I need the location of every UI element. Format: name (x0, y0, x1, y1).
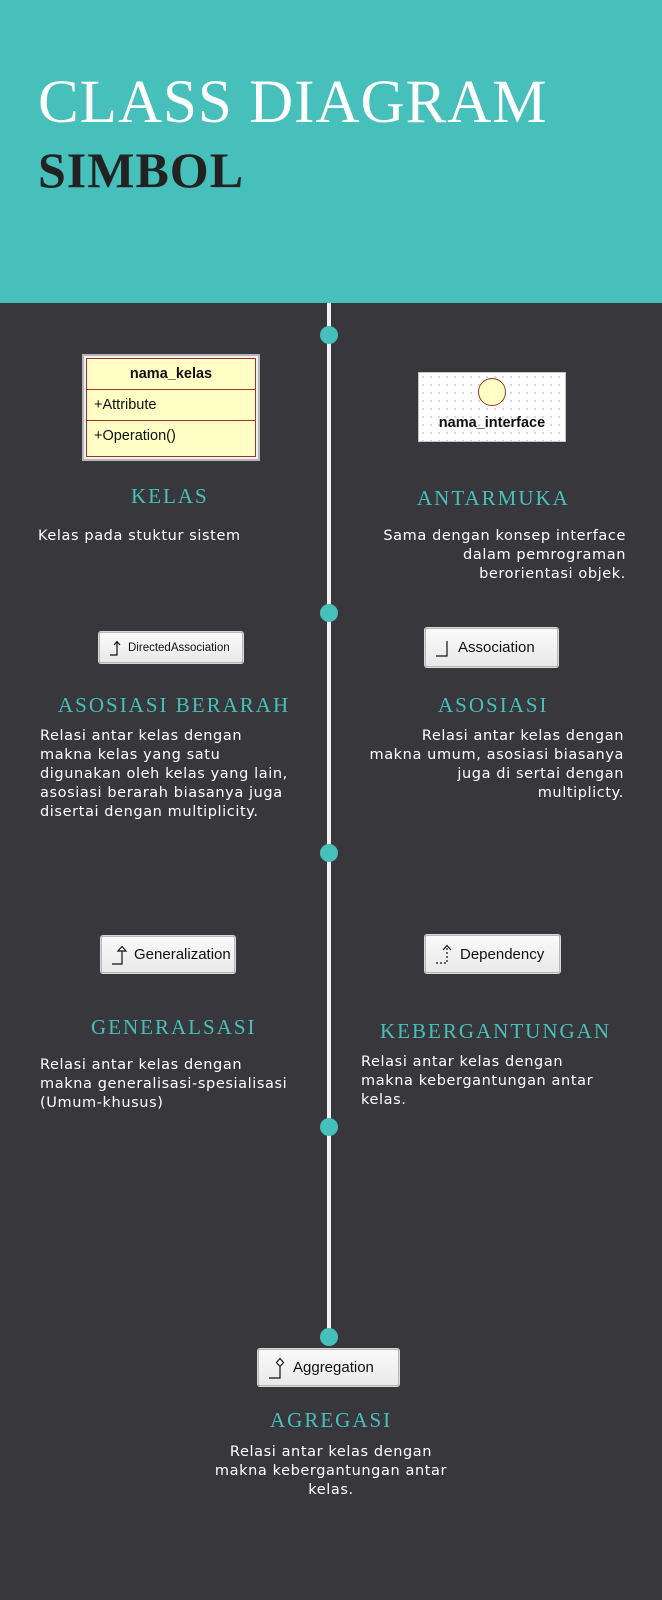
header-banner (0, 0, 662, 303)
desc-line: Sama dengan konsep interface (383, 528, 626, 544)
tool-label: Association (458, 639, 535, 656)
dependency-tool (425, 935, 560, 973)
uml-interface-name: nama_interface (438, 415, 546, 431)
asosiasi-heading: ASOSIASI (438, 693, 549, 717)
tool-label: Generalization (134, 946, 231, 963)
desc-line: asosiasi berarah biasanya juga (40, 785, 283, 801)
desc-line: Relasi antar kelas dengan (40, 1057, 243, 1073)
kelas-heading: KELAS (131, 484, 209, 508)
timeline-dot (320, 326, 338, 344)
desc-line: juga di sertai dengan (457, 766, 624, 782)
uml-class-attribute: +Attribute (87, 390, 255, 421)
antarmuka-heading: ANTARMUKA (417, 486, 570, 510)
desc-line: multiplicty. (537, 785, 624, 801)
tool-label: Aggregation (293, 1359, 374, 1376)
generalization-icon (111, 945, 129, 965)
desc-line: Relasi antar kelas dengan (40, 728, 243, 744)
asosiasi-berarah-description (40, 727, 310, 822)
desc-line: makna kebergantungan antar (214, 1463, 448, 1479)
desc-line: Relasi antar kelas dengan (421, 728, 624, 744)
directed-association-tool (99, 632, 243, 663)
generalization-tool (101, 936, 235, 973)
kebergantungan-description (361, 1053, 631, 1110)
desc-line: Relasi antar kelas dengan (229, 1444, 433, 1460)
timeline-dot (320, 1118, 338, 1136)
uml-class-operation: +Operation() (94, 428, 176, 444)
agregasi-heading: AGREGASI (270, 1408, 393, 1432)
timeline-dot (320, 604, 338, 622)
desc-line: makna kelas yang satu (40, 747, 221, 763)
generalisasi-heading: GENERALSASI (91, 1015, 257, 1039)
desc-line: (Umum-khusus) (40, 1095, 164, 1111)
page-title: CLASS DIAGRAM (38, 69, 548, 136)
agregasi-description (181, 1443, 481, 1500)
page-subtitle: SIMBOL (38, 142, 245, 198)
uml-class-name: nama_kelas (87, 359, 255, 390)
aggregation-tool (258, 1349, 399, 1386)
desc-line: kelas. (361, 1092, 407, 1108)
tool-label: Dependency (460, 945, 545, 963)
desc-line: digunakan oleh kelas yang lain, (40, 766, 288, 782)
generalisasi-description (40, 1056, 320, 1113)
desc-line: Relasi antar kelas dengan (361, 1054, 564, 1070)
desc-line: makna umum, asosiasi biasanya (369, 747, 624, 763)
directed-association-icon (109, 640, 123, 656)
desc-line: makna kebergantungan antar (361, 1073, 594, 1089)
uml-interface-symbol (418, 372, 566, 442)
timeline-line (327, 303, 331, 1337)
uml-class-symbol (82, 354, 260, 461)
association-icon (435, 639, 453, 657)
kebergantungan-heading: KEBERGANTUNGAN (380, 1019, 611, 1043)
timeline-dot (320, 1328, 338, 1346)
desc-line: berorientasi objek. (479, 566, 626, 582)
asosiasi-description (334, 727, 624, 803)
association-tool (425, 628, 558, 667)
dependency-icon (435, 944, 455, 964)
tool-label: DirectedAssociation (128, 641, 230, 654)
asosiasi-berarah-heading: ASOSIASI BERARAH (58, 693, 291, 717)
desc-line: disertai dengan multiplicity. (40, 804, 259, 820)
desc-line: dalam pemrograman (463, 547, 626, 563)
aggregation-icon (268, 1357, 288, 1379)
desc-line: kelas. (308, 1482, 354, 1498)
timeline-dot (320, 844, 338, 862)
antarmuka-description (336, 527, 626, 584)
desc-line: makna generalisasi-spesialisasi (40, 1076, 288, 1092)
kelas-description: Kelas pada stuktur sistem (38, 528, 241, 544)
interface-circle-icon (478, 378, 506, 406)
